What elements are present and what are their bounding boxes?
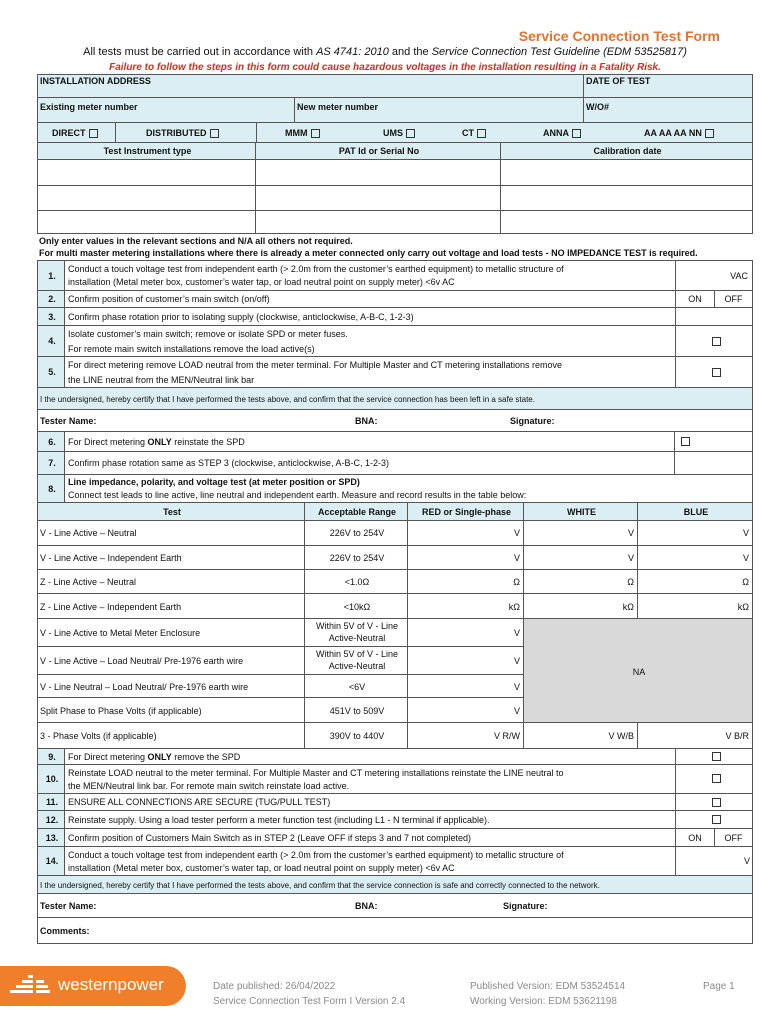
white-input[interactable] (523, 520, 638, 546)
step-9-number: 9. (48, 752, 56, 762)
step-10-number: 10. (45, 774, 59, 784)
type-mmm-label: MMM (285, 128, 308, 138)
unit-label: V B/R (725, 731, 749, 741)
instrument-type-header-label: Test Instrument type (103, 146, 192, 156)
step-5-check-cell (675, 356, 753, 388)
checkbox-icon[interactable] (712, 752, 721, 761)
step-1-line-b: installation (Metal meter box, customer’s water tap, or load neutral point on supply meter) <6v AC (68, 277, 455, 287)
fatality-warning: Failure to follow the steps in this form could cause hazardous voltages in the installation resulting in a Fatality Risk. (109, 62, 661, 73)
checkbox-icon[interactable] (712, 774, 721, 783)
step-13-label: Confirm position of Customers Main Switch as in STEP 2 (Leave OFF if steps 3 and 7 not completed) (68, 833, 472, 843)
test-cell (37, 618, 305, 647)
type-ct[interactable] (462, 128, 486, 139)
red-input[interactable] (407, 722, 524, 749)
step-14-v-input[interactable] (675, 846, 753, 876)
comments-label: Comments: (40, 926, 90, 936)
main-switch-on-option[interactable] (675, 290, 715, 308)
calibration-input[interactable] (500, 210, 753, 234)
step-6-check-cell (674, 431, 753, 452)
bna-label: BNA: (355, 416, 378, 426)
red-input[interactable] (407, 646, 524, 675)
range-cell (304, 646, 408, 675)
form-title: Service Connection Test Form (518, 28, 720, 44)
pat-id-input[interactable] (255, 185, 501, 211)
type-direct-label: DIRECT (52, 128, 86, 138)
checkbox-icon[interactable] (681, 437, 690, 446)
checkbox-icon[interactable] (712, 337, 721, 346)
step-4-number: 4. (48, 336, 56, 346)
step-8-text (64, 474, 753, 503)
main-switch-off-option[interactable] (714, 290, 753, 308)
blue-input[interactable] (637, 569, 753, 594)
test-cell (37, 545, 305, 570)
tester-name-label: Tester Name: (40, 416, 97, 426)
tester-signoff-row[interactable] (37, 409, 753, 432)
working-version: Working Version: EDM 53621198 (470, 996, 617, 1007)
unit-label: V R/W (494, 731, 520, 741)
on-label: ON (688, 294, 702, 304)
step-1-line-a: Conduct a touch voltage test from independent earth (> 2.0m from the customer’s earthed equipment) to metallic structure of (68, 264, 564, 274)
na-area (523, 618, 753, 723)
range-label: 226V to 254V (329, 553, 385, 563)
step-number (37, 451, 65, 475)
step-number (37, 356, 65, 388)
date-published: Date published: 26/04/2022 (213, 981, 336, 992)
step-12-number: 12. (45, 815, 59, 825)
range-label: Active-Neutral (328, 661, 386, 671)
type-distributed[interactable] (146, 128, 219, 139)
wo-number-field[interactable] (583, 97, 753, 123)
comments-field[interactable] (37, 917, 753, 944)
step-number (37, 793, 65, 811)
step-11-text (64, 793, 676, 811)
test-label: Z - Line Active – Independent Earth (40, 602, 182, 612)
form-version: Service Connection Test Form I Version 2.4 (213, 996, 406, 1007)
standards-text-mid: and the (388, 46, 432, 58)
v-unit: V (743, 856, 750, 866)
step-number (37, 325, 65, 357)
step-13-number: 13. (45, 833, 59, 843)
step-12-check-cell (675, 810, 753, 829)
published-version: Published Version: EDM 53524514 (470, 981, 626, 992)
vac-unit: VAC (730, 271, 748, 281)
red-input[interactable] (407, 545, 524, 570)
test-header (37, 502, 305, 521)
step-12-text (64, 810, 676, 829)
final-tester-signoff-row[interactable] (37, 893, 753, 918)
unit-label: V (513, 656, 520, 666)
date-of-test-label: DATE OF TEST (586, 76, 651, 86)
step-1-number: 1. (48, 271, 56, 281)
calibration-input[interactable] (500, 159, 753, 186)
step-5-line-a: For direct metering remove LOAD neutral from the meter terminal. For Multiple Master and CT metering installations remove (68, 360, 563, 370)
unit-label: V (627, 553, 634, 563)
step-8-line-b: Connect test leads to line active, line neutral and independent earth. Measure and record results in the table below: (68, 490, 527, 500)
unit-label: V (513, 553, 520, 563)
guideline-ref: Service Connection Test Guideline (EDM 53525817) (431, 46, 687, 58)
bna-label: BNA: (355, 901, 378, 911)
existing-meter-label: Existing meter number (40, 102, 138, 112)
blue-input[interactable] (637, 593, 753, 619)
step-4-line-b: For remote main switch installations remove the load active(s) (68, 344, 315, 354)
unit-label: V (627, 528, 634, 538)
test-label: V - Line Active – Independent Earth (40, 553, 182, 563)
step-1-text (64, 260, 676, 291)
blue-header (637, 502, 753, 521)
unit-label: V W/B (608, 731, 634, 741)
unit-label: kΩ (508, 602, 520, 612)
logo-text: westernpower (58, 975, 164, 994)
checkbox-icon[interactable] (210, 129, 219, 138)
range-cell (304, 520, 408, 546)
installation-address-label: INSTALLATION ADDRESS (40, 76, 151, 86)
step-14-line-b: installation (Metal meter box, customer’s water tap, or load neutral point on supply meter) <6v AC (68, 863, 455, 873)
checkbox-icon[interactable] (712, 368, 721, 377)
step-13-text (64, 828, 676, 847)
certify-safe-state-text: I the undersigned, hereby certify that I have performed the tests above, and confirm that the service connection has been left in a safe state. (40, 395, 535, 404)
unit-label: Ω (742, 577, 749, 587)
logo-mark-icon (10, 971, 50, 1001)
calibration-header-label: Calibration date (593, 146, 662, 156)
certify-connected-text: I the undersigned, hereby certify that I have performed the tests above, and confirm that the service connection is safe and correctly connected to the network. (40, 881, 600, 890)
unit-label: V (742, 528, 749, 538)
off-label: OFF (724, 833, 743, 843)
step-number (37, 828, 65, 847)
step-6-post: reinstate the SPD (171, 437, 245, 447)
new-meter-label: New meter number (297, 102, 379, 112)
test-cell (37, 697, 305, 723)
white-header-label: WHITE (567, 507, 596, 517)
blue-header-label: BLUE (683, 507, 709, 517)
step-6-number: 6. (48, 437, 56, 447)
unit-label: V (513, 528, 520, 538)
range-label: <1.0Ω (344, 577, 370, 587)
range-cell (304, 593, 408, 619)
range-header (304, 502, 408, 521)
tester-name-label: Tester Name: (40, 901, 97, 911)
checkbox-icon[interactable] (477, 129, 486, 138)
unit-label: V (513, 682, 520, 692)
calibration-input[interactable] (500, 185, 753, 211)
certify-connected (37, 875, 753, 894)
range-label: 390V to 440V (329, 731, 385, 741)
red-input[interactable] (407, 593, 524, 619)
step-number (37, 431, 65, 452)
step-1-vac-input[interactable] (675, 260, 753, 291)
step-10-check-cell (675, 764, 753, 794)
wo-number-label: W/O# (586, 102, 610, 112)
instrument-type-input[interactable] (37, 185, 256, 211)
type-ct-label: CT (462, 128, 474, 138)
test-label: Split Phase to Phase Volts (if applicable) (40, 706, 202, 716)
test-label: V - Line Active to Metal Meter Enclosure (40, 628, 201, 638)
off-label: OFF (724, 294, 743, 304)
range-label: <6V (348, 682, 366, 692)
unit-label: V (513, 628, 520, 638)
test-cell (37, 569, 305, 594)
step-number (37, 260, 65, 291)
step-7-text (64, 451, 675, 475)
test-label: Z - Line Active – Neutral (40, 577, 137, 587)
calibration-header (500, 142, 753, 160)
type-aa-nn[interactable] (644, 128, 714, 139)
step-number (37, 764, 65, 794)
pat-id-input[interactable] (255, 159, 501, 186)
step-5-number: 5. (48, 367, 56, 377)
range-label: <10kΩ (343, 602, 371, 612)
type-ums[interactable] (383, 128, 415, 139)
unit-label: Ω (627, 577, 634, 587)
step-4-check-cell (675, 325, 753, 357)
range-cell (304, 569, 408, 594)
step-8-number: 8. (48, 484, 56, 494)
test-cell (37, 520, 305, 546)
standard-ref: AS 4741: 2010 (316, 46, 389, 58)
step-11-label: ENSURE ALL CONNECTIONS ARE SECURE (TUG/PULL TEST) (68, 797, 331, 807)
range-cell (304, 674, 408, 698)
on-label: ON (688, 833, 702, 843)
only-emphasis: ONLY (147, 752, 172, 762)
step-2-text (64, 290, 676, 308)
note-multi-master: For multi master metering installations where there is already a meter connected only carry out voltage and load tests - NO IMPEDANCE TEST is required. (39, 248, 698, 258)
standards-text: All tests must be carried out in accordance with (83, 46, 317, 58)
red-input[interactable] (407, 618, 524, 647)
type-mmm[interactable] (285, 128, 320, 139)
note-relevant: Only enter values in the relevant sections and N/A all others not required. (39, 236, 353, 246)
range-cell (304, 697, 408, 723)
test-header-label: Test (163, 507, 181, 517)
range-label: Within 5V of V - Line (315, 649, 399, 659)
white-input[interactable] (523, 722, 638, 749)
type-ums-label: UMS (383, 128, 403, 138)
test-cell (37, 593, 305, 619)
step-3-text (64, 307, 676, 326)
blue-input[interactable] (637, 722, 753, 749)
checkbox-icon[interactable] (712, 798, 721, 807)
new-meter-field[interactable] (294, 97, 584, 123)
step-number (37, 846, 65, 876)
unit-label: kΩ (622, 602, 634, 612)
checkbox-icon[interactable] (89, 129, 98, 138)
western-power-logo (0, 966, 186, 1006)
step-3-label: Confirm phase rotation prior to isolating supply (clockwise, anticlockwise, A-B-C, 1-2-3) (68, 312, 414, 322)
instrument-type-input[interactable] (37, 210, 256, 234)
step-9-post: remove the SPD (171, 752, 241, 762)
step-4-text (64, 325, 676, 357)
unit-label: V (513, 706, 520, 716)
white-header (523, 502, 638, 521)
existing-meter-field[interactable] (37, 97, 295, 123)
step-7-rotation-input[interactable] (674, 451, 753, 475)
test-label: V - Line Active – Load Neutral/ Pre-1976 earth wire (40, 656, 244, 666)
na-label: NA (632, 667, 646, 677)
red-input[interactable] (407, 569, 524, 594)
checkbox-icon[interactable] (311, 129, 320, 138)
checkbox-icon[interactable] (406, 129, 415, 138)
type-anna-label: ANNA (543, 128, 569, 138)
range-cell (304, 722, 408, 749)
final-switch-on-option[interactable] (675, 828, 715, 847)
only-emphasis: ONLY (147, 437, 172, 447)
test-cell (37, 722, 305, 749)
red-input[interactable] (407, 674, 524, 698)
step-11-check-cell (675, 793, 753, 811)
step-3-rotation-input[interactable] (675, 307, 753, 326)
range-label: Active-Neutral (328, 633, 386, 643)
pat-id-header-label: PAT Id or Serial No (338, 146, 420, 156)
step-9-check-cell (675, 748, 753, 765)
step-number (37, 474, 65, 503)
step-14-number: 14. (45, 856, 59, 866)
step-number (37, 810, 65, 829)
step-6-text (64, 431, 675, 452)
blue-input[interactable] (637, 520, 753, 546)
installation-address-field[interactable] (37, 74, 584, 98)
step-number (37, 290, 65, 308)
step-2-label: Confirm position of customer’s main switch (on/off) (68, 294, 270, 304)
step-9-text (64, 748, 676, 765)
checkbox-icon[interactable] (712, 815, 721, 824)
final-switch-off-option[interactable] (714, 828, 753, 847)
step-6-pre: For Direct metering (68, 437, 148, 447)
signature-label: Signature: (503, 901, 548, 911)
step-8-line-a: Line impedance, polarity, and voltage test (at meter position or SPD) (68, 477, 360, 487)
step-10-line-b: the MEN/Neutral link bar. For remote main switch reinstate load active. (68, 781, 350, 791)
type-aa-nn-label: AA AA AA NN (644, 128, 702, 138)
page-number: Page 1 (703, 981, 735, 992)
standards-line (0, 46, 770, 58)
test-cell (37, 674, 305, 698)
step-5-line-b: the LINE neutral from the MEN/Neutral link bar (68, 375, 255, 385)
pat-id-header (255, 142, 501, 160)
red-input[interactable] (407, 520, 524, 546)
range-header-label: Acceptable Range (317, 507, 397, 517)
test-label: V - Line Neutral – Load Neutral/ Pre-1976 earth wire (40, 682, 249, 692)
step-4-line-a: Isolate customer’s main switch; remove or isolate SPD or meter fuses. (68, 329, 348, 339)
step-14-line-a: Conduct a touch voltage test from independent earth (> 2.0m from the customer’s earthed equipment) to metallic structure of (68, 850, 564, 860)
white-input[interactable] (523, 593, 638, 619)
range-label: Within 5V of V - Line (315, 621, 399, 631)
instrument-type-input[interactable] (37, 159, 256, 186)
checkbox-icon[interactable] (572, 129, 581, 138)
range-cell (304, 618, 408, 647)
step-number (37, 748, 65, 765)
certify-safe-state (37, 387, 753, 410)
step-9-pre: For Direct metering (68, 752, 148, 762)
type-distributed-label: DISTRIBUTED (146, 128, 207, 138)
test-label: 3 - Phase Volts (if applicable) (40, 731, 157, 741)
type-direct[interactable] (52, 128, 98, 139)
test-cell (37, 646, 305, 675)
white-input[interactable] (523, 545, 638, 570)
step-10-text (64, 764, 676, 794)
step-3-number: 3. (48, 312, 56, 322)
step-7-label: Confirm phase rotation same as STEP 3 (clockwise, anticlockwise, A-B-C, 1-2-3) (68, 458, 389, 468)
step-11-number: 11. (45, 797, 58, 807)
test-label: V - Line Active – Neutral (40, 528, 137, 538)
step-number (37, 307, 65, 326)
range-cell (304, 545, 408, 570)
step-7-number: 7. (48, 458, 56, 468)
step-12-label: Reinstate supply. Using a load tester perform a meter function test (including L1 - N terminal if applicable). (68, 815, 490, 825)
unit-label: kΩ (737, 602, 749, 612)
unit-label: V (742, 553, 749, 563)
range-label: 451V to 509V (329, 706, 385, 716)
step-5-text (64, 356, 676, 388)
pat-id-input[interactable] (255, 210, 501, 234)
step-14-text (64, 846, 676, 876)
unit-label: Ω (513, 577, 520, 587)
red-header-label: RED or Single-phase (421, 507, 511, 517)
signature-label: Signature: (510, 416, 555, 426)
red-header (407, 502, 524, 521)
step-10-line-a: Reinstate LOAD neutral to the meter terminal. For Multiple Master and CT metering installations reinstate the LINE neutral to (68, 768, 564, 778)
checkbox-icon[interactable] (705, 129, 714, 138)
blue-input[interactable] (637, 545, 753, 570)
date-of-test-field[interactable] (583, 74, 753, 98)
red-input[interactable] (407, 697, 524, 723)
type-anna[interactable] (543, 128, 581, 139)
range-label: 226V to 254V (329, 528, 385, 538)
white-input[interactable] (523, 569, 638, 594)
step-2-number: 2. (48, 294, 56, 304)
instrument-type-header (37, 142, 256, 160)
